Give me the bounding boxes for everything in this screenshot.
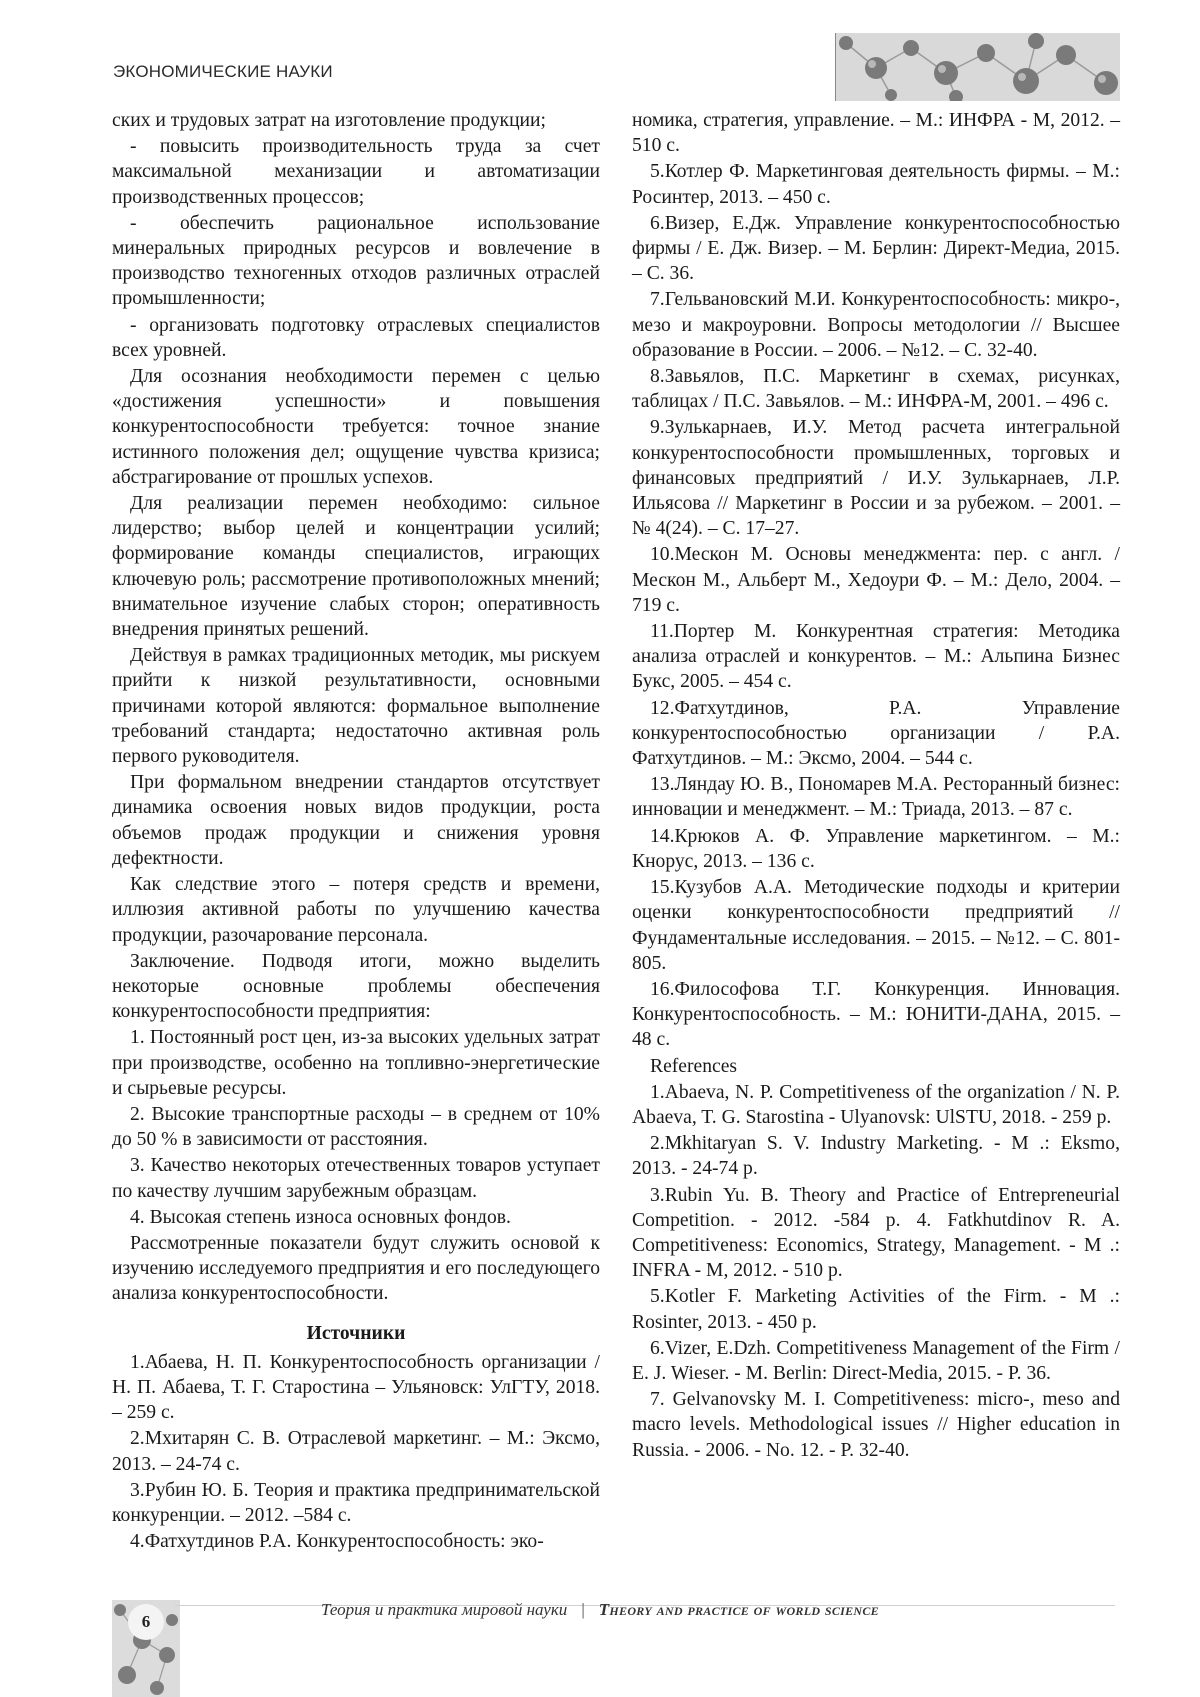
reference-entry: 3.Rubin Yu. B. Theory and Practice of Entrepreneurial Competition. - 2012. -584 p. 4. Fatkhutdinov R. A. Competitiveness: Economics, Strategy, Management. - M .: INFRA - M, 2012. - 510 p. — [632, 1183, 1120, 1284]
paragraph: Как следствие этого – потеря средств и времени, иллюзия активной работы по улучшению качества продукции, разочарование персонала. — [112, 872, 600, 948]
paragraph: 2. Высокие транспортные расходы – в среднем от 10% до 50 % в зависимости от расстояния. — [112, 1102, 600, 1152]
paragraph: - обеспечить рациональное использование минеральных природных ресурсов и вовлечение в производство техногенных отходов различных отраслей промышленности; — [112, 211, 600, 312]
footer — [0, 1600, 1200, 1620]
source-entry: 6.Визер, Е.Дж. Управление конкурентоспособностью фирмы / Е. Дж. Визер. – М. Берлин: Директ-Медиа, 2015. – С. 36. — [632, 211, 1120, 287]
journal-title-ru: Теория и практика мировой науки — [321, 1600, 567, 1619]
source-entry: номика, стратегия, управление. – М.: ИНФРА - М, 2012. – 510 с. — [632, 108, 1120, 158]
right-column — [632, 108, 1120, 1464]
source-entry: 12.Фатхутдинов, Р.А. Управление конкурентоспособностью организации / Р.А. Фатхутдинов. – М.: Эксмо, 2004. – 544 с. — [632, 696, 1120, 772]
sources-heading: Источники — [112, 1321, 600, 1346]
source-entry: 3.Рубин Ю. Б. Теория и практика предпринимательской конкуренции. – 2012. –584 с. — [112, 1478, 600, 1528]
paragraph: - повысить производительность труда за счет максимальной механизации и автоматизации производственных процессов; — [112, 134, 600, 210]
source-entry: 16.Философова Т.Г. Конкуренция. Инновация. Конкурентоспособность. – М.: ЮНИТИ-ДАНА, 2015. – 48 с. — [632, 977, 1120, 1053]
journal-title-en: Theory and practice of world science — [599, 1600, 879, 1619]
source-entry: 8.Завьялов, П.С. Маркетинг в схемах, рисунках, таблицах / П.С. Завьялов. – М.: ИНФРА-М, 2001. – 496 с. — [632, 364, 1120, 414]
left-column — [112, 108, 600, 1555]
source-entry: 2.Мхитарян С. В. Отраслевой маркетинг. – М.: Эксмо, 2013. – 24-74 с. — [112, 1426, 600, 1476]
running-header: ЭКОНОМИЧЕСКИЕ НАУКИ — [113, 62, 333, 82]
paragraph: 3. Качество некоторых отечественных товаров уступает по качеству лучшим зарубежным образцам. — [112, 1153, 600, 1203]
paragraph: Для реализации перемен необходимо: сильное лидерство; выбор целей и концентрации усилий; формирование команды специалистов, играющих ключевую роль; рассмотрение противоположных мнений; внимательное изучение слабых сторон; оперативность внедрения принятых решений. — [112, 491, 600, 642]
reference-entry: 5.Kotler F. Marketing Activities of the Firm. - M .: Rosinter, 2013. - 450 p. — [632, 1284, 1120, 1334]
reference-entry: 7. Gelvanovsky M. I. Competitiveness: micro-, meso and macro levels. Methodological issues // Higher education in Russia. - 2006. - No. 12. - P. 32-40. — [632, 1387, 1120, 1463]
footer-separator: | — [581, 1600, 584, 1619]
paragraph: Рассмотренные показатели будут служить основой к изучению исследуемого предприятия и его последующего анализа конкурентоспособности. — [112, 1231, 600, 1307]
source-entry: 14.Крюков А. Ф. Управление маркетингом. – М.: Кнорус, 2013. – 136 с. — [632, 824, 1120, 874]
source-entry: 7.Гельвановский М.И. Конкурентоспособность: микро-, мезо и макроуровни. Вопросы методологии // Высшее образование в России. – 2006. – №12. – С. 32-40. — [632, 287, 1120, 363]
source-entry: 13.Ляндау Ю. В., Пономарев М.А. Ресторанный бизнес: инновации и менеджмент. – М.: Триада, 2013. – 87 с. — [632, 772, 1120, 822]
source-entry: 5.Котлер Ф. Маркетинговая деятельность фирмы. – М.: Росинтер, 2013. – 450 с. — [632, 159, 1120, 209]
source-entry: 11.Портер М. Конкурентная стратегия: Методика анализа отраслей и конкурентов. – М.: Альпина Бизнес Букс, 2005. – 454 с. — [632, 619, 1120, 695]
source-entry: 9.Зулькарнаев, И.У. Метод расчета интегральной конкурентоспособности промышленных, торговых и финансовых предприятий / И.У. Зулькарнаев, Л.Р. Ильясова // Маркетинг в России и за рубежом. – 2001. – № 4(24). – С. 17–27. — [632, 415, 1120, 541]
paragraph: Для осознания необходимости перемен с целью «достижения успешности» и повышения конкурентоспособности требуется: точное знание истинного положения дел; ощущение чувства кризиса; абстрагирование от прошлых успехов. — [112, 364, 600, 490]
source-entry: 10.Мескон М. Основы менеджмента: пер. с англ. / Мескон М., Альберт М., Хедоури Ф. – М.: Дело, 2004. – 719 с. — [632, 542, 1120, 618]
paragraph: Действуя в рамках традиционных методик, мы рискуем прийти к низкой результативности, основными причинами которой являются: формальное выполнение требований стандарта; недостаточно активная роль первого руководителя. — [112, 643, 600, 769]
paragraph: При формальном внедрении стандартов отсутствует динамика освоения новых видов продукции, роста объемов продаж продукции и снижения уровня дефектности. — [112, 770, 600, 871]
reference-entry: 1.Abaeva, N. P. Competitiveness of the organization / N. P. Abaeva, T. G. Starostina - Ulyanovsk: UlSTU, 2018. - 259 p. — [632, 1080, 1120, 1130]
paragraph: 1. Постоянный рост цен, из-за высоких удельных затрат при производстве, особенно на топливно-энергетические и сырьевые ресурсы. — [112, 1025, 600, 1101]
references-heading: References — [632, 1054, 1120, 1079]
source-entry: 15.Кузубов А.А. Методические подходы и критерии оценки конкурентоспособности предприятий // Фундаментальные исследования. – 2015. – №12. – С. 801-805. — [632, 875, 1120, 976]
source-entry: 4.Фатхутдинов Р.А. Конкурентоспособность: эко- — [112, 1529, 600, 1554]
molecule-decoration-icon — [835, 33, 1120, 101]
reference-entry: 2.Mkhitaryan S. V. Industry Marketing. - M .: Eksmo, 2013. - 24-74 p. — [632, 1131, 1120, 1181]
paragraph: - организовать подготовку отраслевых специалистов всех уровней. — [112, 313, 600, 363]
page-number: 6 — [128, 1604, 164, 1640]
paragraph: ских и трудовых затрат на изготовление продукции; — [112, 108, 600, 133]
paragraph: 4. Высокая степень износа основных фондов. — [112, 1205, 600, 1230]
paragraph: Заключение. Подводя итоги, можно выделить некоторые основные проблемы обеспечения конкурентоспособности предприятия: — [112, 949, 600, 1025]
source-entry: 1.Абаева, Н. П. Конкурентоспособность организации / Н. П. Абаева, Т. Г. Старостина – Ульяновск: УлГТУ, 2018. – 259 с. — [112, 1350, 600, 1426]
reference-entry: 6.Vizer, E.Dzh. Competitiveness Management of the Firm / E. J. Wieser. - M. Berlin: Direct-Media, 2015. - P. 36. — [632, 1336, 1120, 1386]
